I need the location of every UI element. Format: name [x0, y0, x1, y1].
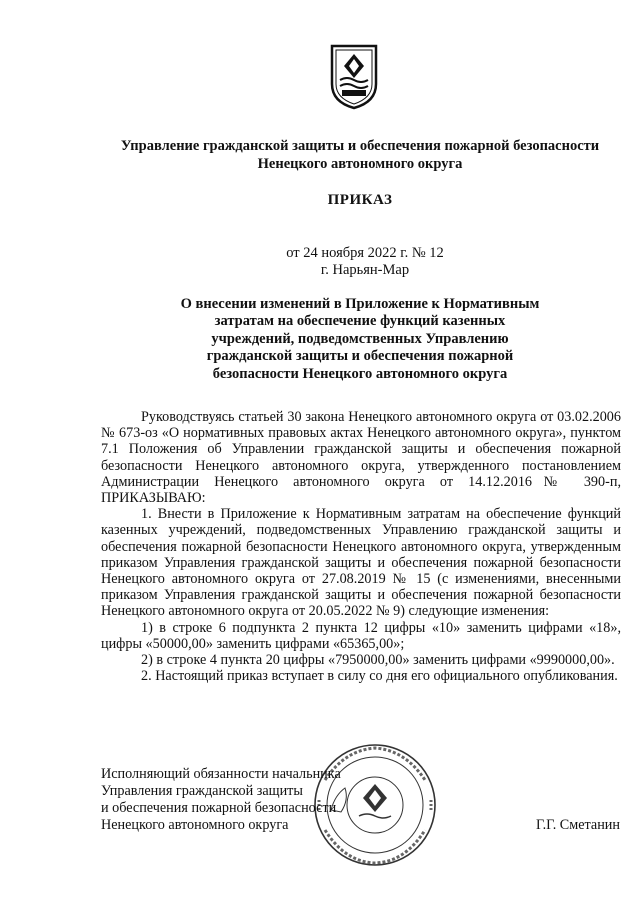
signer-position-line: Управления гражданской защиты — [101, 783, 303, 799]
org-line-1: Управление гражданской защиты и обеспечения пожарной безопасности — [120, 138, 600, 154]
preamble-paragraph: Руководствуясь статьей 30 закона Ненецкого автономного округа от 03.02.2006 № 673-оз «О нормативных правовых актах Ненецкого автономного округа», пунктом 7.1 Положения об Управлении гражданской защиты и обеспечения пожарной безопасности Ненецкого автономного округа, утвержденного постановлением Администрации Ненецкого автономного округа от 14.12.2016№ 390-п, ПРИКАЗЫВАЮ: — [101, 409, 621, 507]
document-body — [101, 409, 621, 684]
signer-position-line: Ненецкого автономного округа — [101, 817, 289, 833]
item-1-1-paragraph: 1) в строке 6 подпункта 2 пункта 12 цифры «10» заменить цифрами «18», цифры «50000,00» заменить цифрами «65365,00»; — [101, 619, 621, 652]
signer-name: Г.Г. Сметанин — [535, 817, 620, 833]
org-line-2: Ненецкого автономного округа — [257, 156, 463, 172]
document-subject — [150, 296, 570, 383]
item-1-paragraph: 1. Внести в Приложение к Нормативным затратам на обеспечение функций казенных учреждений, подведомственных Управлению гражданской защиты и обеспечения пожарной безопасности Ненецкого автономного округа, утвержденным приказом Управления гражданской защиты и обеспечения пожарной безопасности Ненецкого автономного округа от 27.08.2019 № 15 (с изменениями, внесенными приказом Управления гражданской защиты и обеспечения пожарной безопасности Ненецкого автономного округа от 20.05.2022 № 9) следующие изменения: — [101, 506, 621, 620]
item-1-2-paragraph: 2) в строке 4 пункта 20 цифры «7950000,00» заменить цифрами «9990000,00». — [141, 652, 615, 669]
date-number: от 24 ноября 2022 г. № 12 — [286, 245, 444, 261]
signer-position-line: и обеспечения пожарной безопасности — [101, 800, 337, 816]
signer-position-line: Исполняющий обязанности начальника — [101, 766, 341, 782]
date-block — [240, 245, 490, 279]
subject-line: гражданской защиты и обеспечения пожарной — [206, 348, 514, 365]
subject-line: учреждений, подведомственных Управлению — [211, 330, 509, 347]
document-type: ПРИКАЗ — [327, 192, 393, 208]
item-2-paragraph: 2. Настоящий приказ вступает в силу со дня его официального опубликования. — [141, 668, 618, 685]
coat-of-arms-emblem — [330, 44, 378, 110]
organization-name — [90, 137, 630, 173]
signature-block — [101, 766, 401, 834]
subject-line: О внесении изменений в Приложение к Нормативным — [180, 296, 540, 312]
subject-line: безопасности Ненецкого автономного округа — [212, 365, 508, 382]
place: г. Нарьян-Мар — [320, 262, 410, 278]
subject-line: затратам на обеспечение функций казенных — [214, 313, 506, 330]
